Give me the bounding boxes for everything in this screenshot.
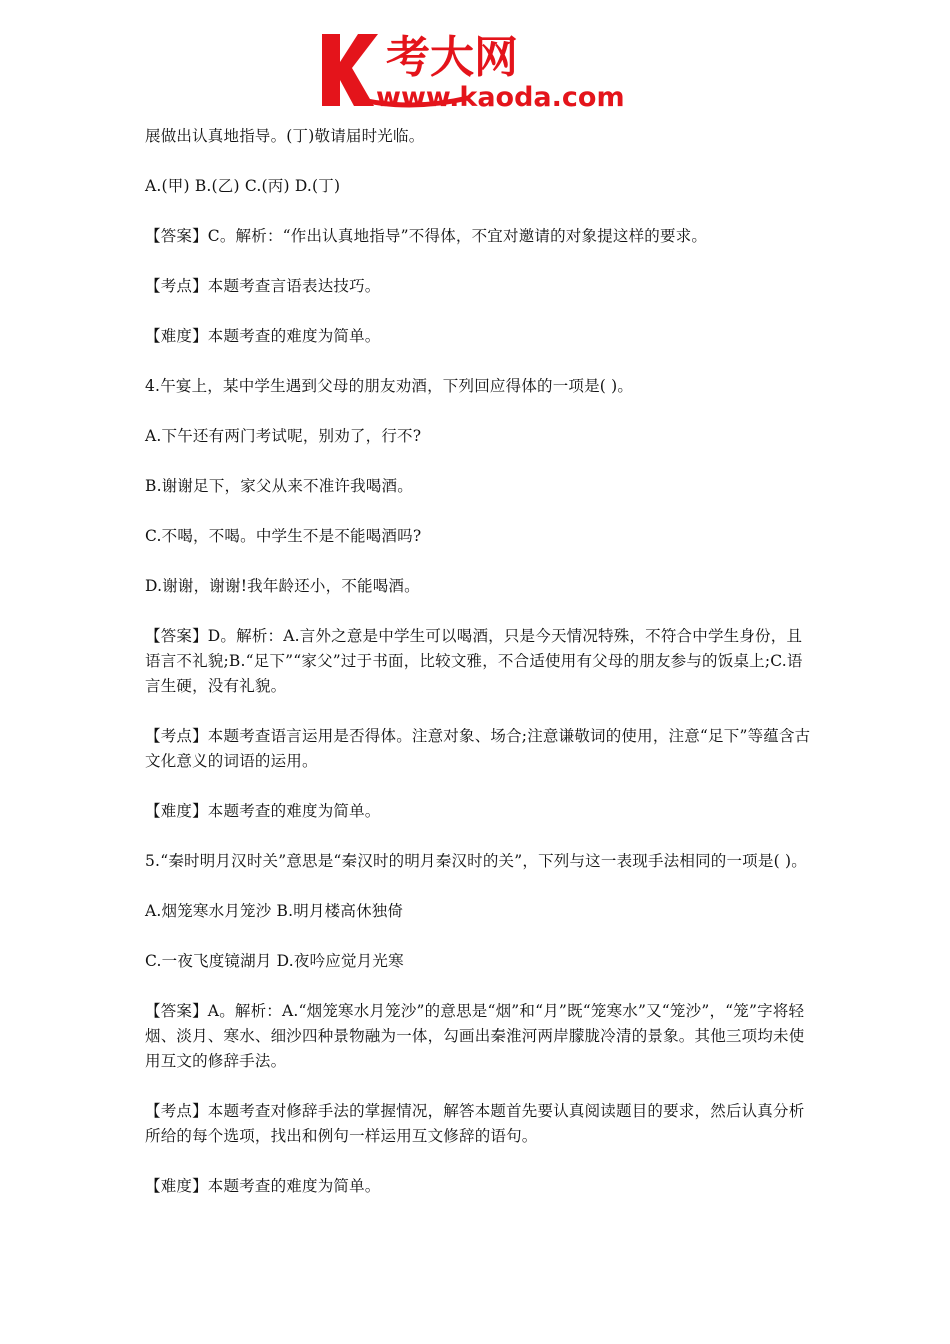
logo-chinese-name: 考大网 [386, 32, 518, 83]
question-4-option-c: C.不喝，不喝。中学生不是不能喝酒吗? [145, 527, 422, 545]
question-3-answer: 【答案】C。解析：“作出认真地指导”不得体，不宜对邀请的对象提这样的要求。 [145, 227, 708, 245]
question-3-options: A.(甲) B.(乙) C.(丙) D.(丁) [145, 177, 341, 195]
question-4-option-a: A.下午还有两门考试呢，别劝了，行不? [145, 427, 422, 445]
question-5-stem: 5.“秦时明月汉时关”意思是“秦汉时的明月秦汉时的关”，下列与这一表现手法相同的一项是( )。 [145, 852, 807, 870]
paragraph-continuation: 展做出认真地指导。(丁)敬请届时光临。 [145, 127, 425, 145]
document-body [145, 124, 811, 1224]
site-logo[interactable] [318, 28, 640, 112]
question-3-difficulty: 【难度】本题考查的难度为简单。 [145, 327, 381, 345]
question-3-topic: 【考点】本题考查言语表达技巧。 [145, 277, 381, 295]
question-4-topic: 【考点】本题考查语言运用是否得体。注意对象、场合;注意谦敬词的使用，注意“足下”等蕴含古文化意义的词语的运用。 [145, 727, 811, 770]
kaoda-logo-graphic [318, 28, 640, 112]
question-5-answer: 【答案】A。解析：A.“烟笼寒水月笼沙”的意思是“烟”和“月”既“笼寒水”又“笼沙”，“笼”字将轻烟、淡月、寒水、细沙四种景物融为一体，勾画出秦淮河两岸朦胧冷清的景象。其他三项均未使用互文的修辞手法。 [145, 1002, 805, 1070]
logo-url: www.kaoda.com [376, 82, 625, 112]
question-5-options-ab: A.烟笼寒水月笼沙 B.明月楼高休独倚 [145, 902, 404, 920]
question-4-answer: 【答案】D。解析：A.言外之意是中学生可以喝酒，只是今天情况特殊，不符合中学生身份，且语言不礼貌;B.“足下”“家父”过于书面，比较文雅，不合适使用有父母的朋友参与的饭桌上;C.语言生硬，没有礼貌。 [145, 627, 803, 695]
question-5-options-cd: C.一夜飞度镜湖月 D.夜吟应觉月光寒 [145, 952, 404, 970]
logo-k-mark [322, 34, 378, 106]
question-4-stem: 4.午宴上，某中学生遇到父母的朋友劝酒，下列回应得体的一项是( )。 [145, 377, 634, 395]
question-5-topic: 【考点】本题考查对修辞手法的掌握情况，解答本题首先要认真阅读题目的要求，然后认真分析所给的每个选项，找出和例句一样运用互文修辞的语句。 [145, 1102, 805, 1145]
question-4-option-d: D.谢谢，谢谢!我年龄还小，不能喝酒。 [145, 577, 420, 595]
question-4-difficulty: 【难度】本题考查的难度为简单。 [145, 802, 381, 820]
question-4-option-b: B.谢谢足下，家父从来不准许我喝酒。 [145, 477, 413, 495]
question-5-difficulty: 【难度】本题考查的难度为简单。 [145, 1177, 381, 1195]
